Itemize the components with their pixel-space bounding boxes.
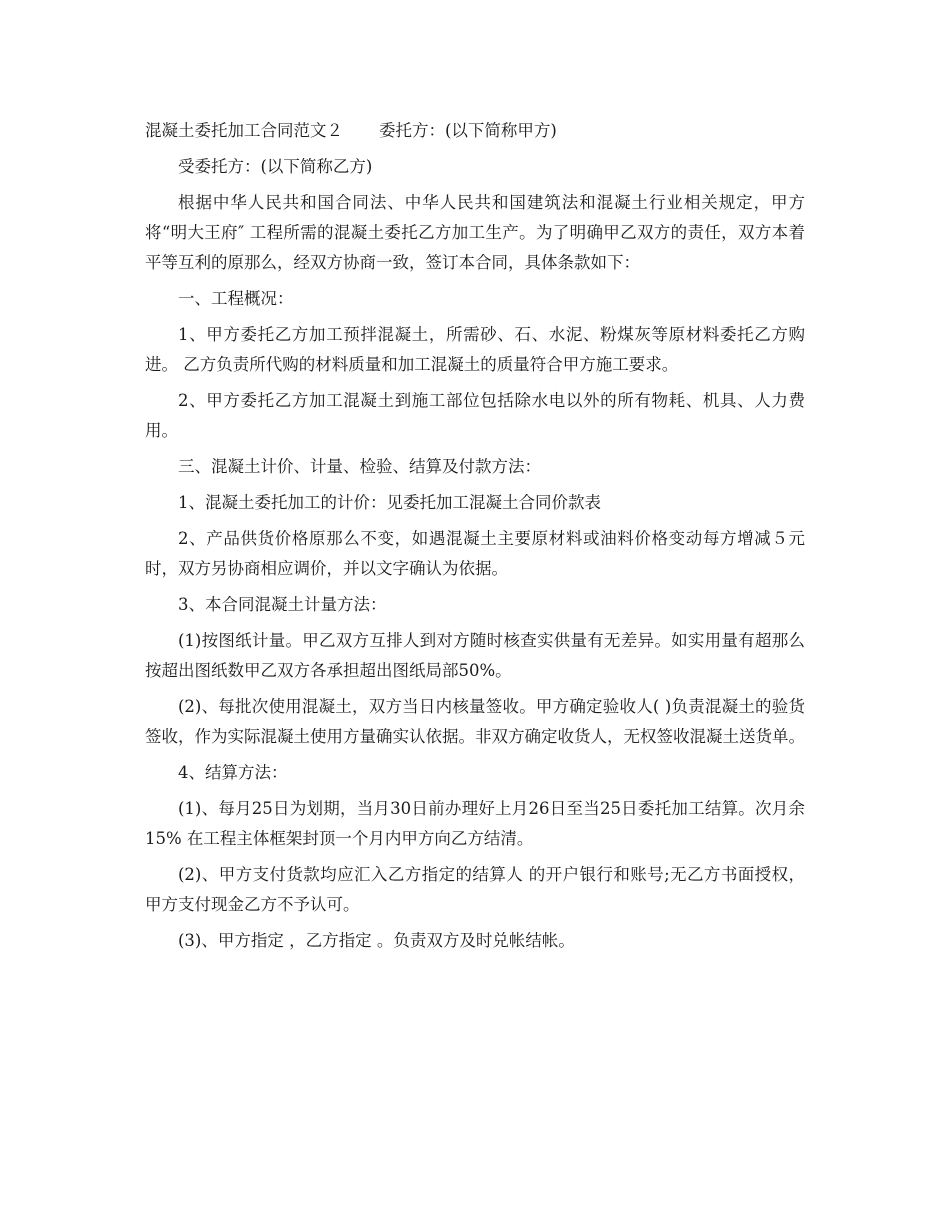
intro-paragraph: 根据中华人民共和国合同法、中华人民共和国建筑法和混凝土行业相关规定，甲方将“明大王府″ 工程所需的混凝土委托乙方加工生产。为了明确甲乙双方的责任，双方本着平等互利的原那么，经双方协商一致，签订本合同，具体条款如下： [145, 193, 805, 272]
section-3-item-1: 1、混凝土委托加工的计价：见委托加工混凝土合同价款表 [178, 493, 601, 512]
party-a-label: 委托方：(以下简称甲方) [379, 121, 557, 140]
document-body [145, 116, 805, 962]
section-1-item-1: 1、甲方委托乙方加工预拌混凝土，所需砂、石、水泥、粉煤灰等原材料委托乙方购进。 乙方负责所代购的材料质量和加工混凝土的质量符合甲方施工要求。 [145, 325, 805, 374]
section-1-heading: 一、工程概况： [178, 289, 294, 308]
section-1-item-2: 2、甲方委托乙方加工混凝土到施工部位包括除水电以外的所有物耗、机具、人力费用。 [145, 391, 805, 440]
party-b-label: 受委托方：(以下简称乙方) [178, 157, 373, 176]
section-3-heading: 三、混凝土计价、计量、检验、结算及付款方法： [178, 457, 541, 476]
section-3-item-3-1: (1)按图纸计量。甲乙双方互排人到对方随时核查实供量有无差异。如实用量有超那么按超出图纸数甲乙双方各承担超出图纸局部50%。 [145, 631, 805, 680]
section-3-item-2: 2、产品供货价格原那么不变，如遇混凝土主要原材料或油料价格变动每方增减５元时，双方另协商相应调价，并以文字确认为依据。 [145, 529, 805, 578]
title-line [145, 116, 805, 146]
document-title: 混凝土委托加工合同范文２ [145, 121, 343, 140]
section-3-item-4-1: (1)、每月25日为划期，当月30日前办理好上月26日至当25日委托加工结算。次月余15% 在工程主体框架封顶一个月内甲方向乙方结清。 [145, 799, 805, 848]
section-3-item-3: 3、本合同混凝土计量方法： [178, 595, 387, 614]
section-3-item-3-2: (2)、每批次使用混凝土，双方当日内核量签收。甲方确定验收人( )负责混凝土的验货签收，作为实际混凝土使用方量确实认依据。非双方确定收货人，无权签收混凝土送货单。 [145, 697, 805, 746]
section-3-item-4-2: (2)、甲方支付货款均应汇入乙方指定的结算人 的开户银行和账号;无乙方书面授权，甲方支付现金乙方不予认可。 [145, 865, 805, 914]
section-3-item-4-3: (3)、甲方指定 ，乙方指定 。负责双方及时兑帐结帐。 [178, 931, 575, 950]
section-3-item-4: 4、结算方法： [178, 763, 288, 782]
